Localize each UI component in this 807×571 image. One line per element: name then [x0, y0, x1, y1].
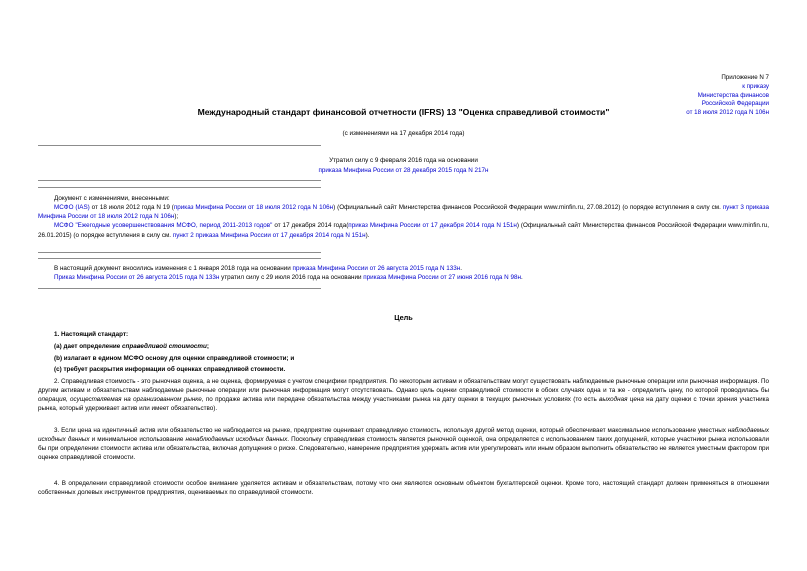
clause-3-text-a: 3. Если цена на идентичный актив или обязательство не наблюдается на рынке, предприятие оценивает справедливую стоимость, используя другой метод оценки, который обеспечивает максимальное использование уместных	[54, 427, 728, 434]
divider	[38, 145, 321, 146]
clause-4: 4. В определении справедливой стоимости особое внимание уделяется активам и обязательствам, потому что они являются основным объектом бухгалтерской оценки. Кроме того, настоящий стандарт должен применяться в отношении собственных долевых инструментов предприятия, оцениваемых по справедливой стоимости.	[38, 480, 769, 497]
appendix-number: Приложение N 7	[721, 74, 769, 81]
amendment-note-2-end: .	[520, 274, 523, 281]
amendment-note-1-text: В настоящий документ вносились изменения с 1 января 2018 года на основании	[54, 265, 293, 272]
divider	[38, 252, 321, 253]
clause-3-text-b: и минимальное использование	[89, 436, 186, 444]
clause-1a-text: (a) дает определение	[54, 343, 123, 350]
document-title: Международный стандарт финансовой отчетности (IFRS) 13 "Оценка справедливой стоимости"	[197, 107, 610, 117]
clause-3	[38, 426, 769, 463]
changes-block	[38, 194, 769, 240]
change-item-2-end: ).	[365, 231, 370, 239]
amendment-note-1	[38, 264, 769, 273]
change-item-1	[38, 203, 769, 221]
lost-force-text: Утратил силу с 9 февраля 2016 года на основании	[329, 157, 478, 164]
amendment-note-2-link-1[interactable]: Приказ Минфина России от 26 августа 2015 года N 133н	[54, 274, 220, 281]
change-item-1-text-2: ) (Официальный сайт Министерства финансов Российской Федерации www.minfin.ru, 27.08.2012) (о порядке вступления в силу см.	[333, 204, 723, 212]
clause-2-text-a: 2. Справедливая стоимость - это рыночная оценка, а не оценка, формируемая с учетом специфики предприятия. По некоторым активам и обязательствам могут существовать наблюдаемые рыночные операции или рыночная информация. По другим активам и обязательствам наблюдаемые рыночные операции или рыночная информация могут отсутствовать. Однако цель оценки справедливой стоимости в обоих случаях одна и та же - определить цену, по которой проводилась бы	[38, 378, 769, 395]
clause-2	[38, 377, 769, 414]
clause-2-text-c: на дату оценки с точки зрения участника рынка, который удерживает актив или имеет обязательство).	[38, 396, 769, 413]
change-item-1-clause-link[interactable]: пункт 3 приказа Минфина России от 18 июля 2012 года N 106н	[38, 204, 769, 221]
amendment-note-1-link[interactable]: приказа Минфина России от 26 августа 2015 года N 133н	[292, 265, 461, 272]
appendix-date-link[interactable]: от 18 июля 2012 года N 106н	[686, 109, 769, 117]
clause-1c: (c) требует раскрытия информации об оценках справедливой стоимости.	[54, 366, 286, 373]
change-item-2-clause-link[interactable]: пункт 2 приказа Минфина России от 17 декабря 2014 года N 151н	[172, 231, 366, 239]
clause-1a	[54, 343, 209, 351]
changes-header: Документ с изменениями, внесенными:	[54, 195, 170, 202]
divider	[38, 258, 321, 259]
change-item-2-standard-link[interactable]: МСФО "Ежегодные усовершенствования МСФО, период 2011-2013 годов"	[54, 222, 273, 230]
divider	[38, 288, 321, 289]
clause-2-term-2: выходная цена	[599, 396, 644, 404]
change-item-2-order-link[interactable]: приказ Минфина России от 17 декабря 2014 года N 151н	[348, 222, 517, 230]
appendix-federation-link[interactable]: Российской Федерации	[701, 100, 769, 108]
lost-force-link[interactable]: приказа Минфина России от 28 декабря 2015 года N 217н	[318, 167, 489, 174]
appendix-ministry-link[interactable]: Министерства финансов	[697, 91, 769, 99]
clause-1b: (b) излагает в едином МСФО основу для оценки справедливой стоимости; и	[54, 355, 295, 362]
lost-force-line	[0, 167, 807, 175]
change-item-1-order-link[interactable]: приказ Минфина России от 18 июля 2012 года N 106н	[173, 204, 334, 212]
divider	[38, 180, 321, 181]
amendment-note-2-link-2[interactable]: приказа Минфина России от 27 июня 2016 года N 98н	[363, 274, 521, 281]
clause-2-text-b: , по продаже актива или передаче обязательства между участниками рынка на дату оценки в текущих рыночных условиях (то есть	[201, 396, 600, 404]
amendment-note-2-text: утратил силу с 29 июля 2016 года на основании	[219, 274, 364, 281]
clause-1a-end: ;	[206, 343, 209, 350]
amendment-note-2	[38, 273, 769, 282]
clause-3-text-c: . Поскольку справедливая стоимость является рыночной оценкой, она определяется с использованием таких допущений, которые участники рынка использовали бы при определении стоимости актива или обязательства, включая допущения о риске. Следовательно, намерение предприятия удержать актив или урегулировать или иным образом выполнить обязательство не является уместным фактором при оценке справедливой стоимости.	[38, 436, 770, 462]
clause-3-term-1: наблюдаемых исходных данных	[38, 427, 769, 444]
change-item-2-text: от 17 декабря 2014 года(	[272, 222, 349, 230]
appendix-order-link[interactable]: к приказу	[742, 82, 769, 90]
amendment-note-1-end: .	[460, 265, 463, 272]
change-item-2	[38, 221, 769, 239]
clause-1-heading: 1. Настоящий стандарт:	[54, 331, 129, 338]
change-item-1-text: от 18 июля 2012 года N 19 (	[89, 204, 174, 212]
clause-1a-term: справедливой стоимости	[122, 343, 207, 350]
change-item-1-standard-link[interactable]: МСФО (IAS)	[54, 204, 90, 212]
clause-2-term-1: операция, осуществляемая на организованном рынке	[38, 396, 202, 404]
change-item-1-end: );	[174, 213, 179, 221]
clause-3-term-2: ненаблюдаемых исходных данных	[185, 436, 288, 444]
section-title: Цель	[394, 313, 413, 322]
document-subtitle: (с изменениями на 17 декабря 2014 года)	[342, 130, 465, 137]
change-item-2-text-2: ) (Официальный сайт Министерства финансов Российской Федерации www.minfin.ru, 26.01.2015) (о порядке вступления в силу см.	[38, 222, 770, 239]
divider	[38, 187, 321, 188]
